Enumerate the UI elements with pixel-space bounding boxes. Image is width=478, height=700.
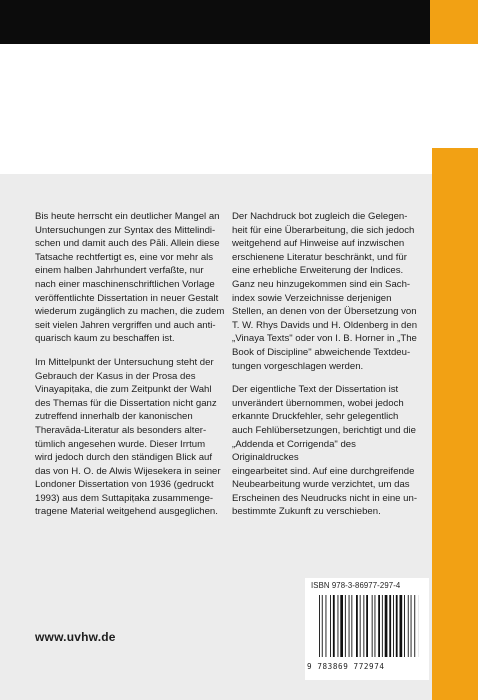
website-url: www.uvhw.de xyxy=(35,630,116,644)
paragraph: Im Mittelpunkt der Untersuchung steht der Gebrauch der Kasus in der Prosa des Vinayapiṭaka, die zum Zeitpunkt der Wahl des Themas für die Dissertation nicht ganz zutreffend innerhalb der kanonischen Theravāda-Literatur als besonders alter- tümlich angesehen wurde. Dieser Irrtum wird jedoch durch den ständigen Blick auf das von H. O. de Alwis Wijesekera in seiner Londoner Dissertation von 1936 (gedruckt 1993) aus dem Suttapiṭaka zusammenge- tragene Material weitgehend ausgeglichen. xyxy=(35,356,221,518)
left-text-column xyxy=(35,210,231,529)
top-black-bar xyxy=(0,0,478,44)
paragraph: Der Nachdruck bot zugleich die Gelegen- heit für eine Überarbeitung, die sich jedoch weitgehend auf Hinweise auf inzwischen erschienene Literatur beschränkt, und für eine erhebliche Erweiterung der Indices. Ganz neu hinzugekommen sind ein Sach- index sowie Verzeichnisse derjenigen Stellen, an denen von der Übersetzung von T. W. Rhys Davids und H. Oldenberg in den „Vinaya Texts" oder von I. B. Horner in „The Book of Discipline" abweichende Textdeu- tungen vorgeschlagen werden. xyxy=(232,211,418,372)
white-panel xyxy=(0,44,478,174)
barcode-icon xyxy=(319,595,419,657)
barcode-box xyxy=(305,578,429,680)
paragraph: Bis heute herrscht ein deutlicher Mangel an Untersuchungen zur Syntax des Mittelindi- schen und damit auch des Pāli. Allein diese Tatsache rechtfertigt es, eine vor mehr als einem halben Jahrhundert verfaßte, nur nach einer maschinenschriftlichen Vorlage veröffentlichte Dissertation in neuer Gestalt wiederum zugänglich zu machen, die zudem seit vielen Jahren vergriffen und auch anti- quarisch kaum zu beschaffen ist. xyxy=(35,211,225,345)
right-text-column xyxy=(232,210,424,529)
paragraph: Der eigentliche Text der Dissertation ist unverändert übernommen, wobei jedoch erkannte Druckfehler, sehr gelegentlich auch Fehlübersetzungen, berichtigt und die „Addenda et Corrigenda" des Originaldruckes eingearbeitet sind. Auf eine durchgreifende Neubearbeitung wurde verzichtet, um das Erscheinen des Neudrucks nicht in eine un- bestimmte Zukunft zu verschieben. xyxy=(232,384,418,518)
top-orange-accent xyxy=(430,0,478,44)
isbn-label: ISBN 978-3-86977-297-4 xyxy=(311,581,401,590)
barcode-number: 9 783869 772974 xyxy=(307,662,385,671)
side-orange-stripe xyxy=(432,148,478,700)
